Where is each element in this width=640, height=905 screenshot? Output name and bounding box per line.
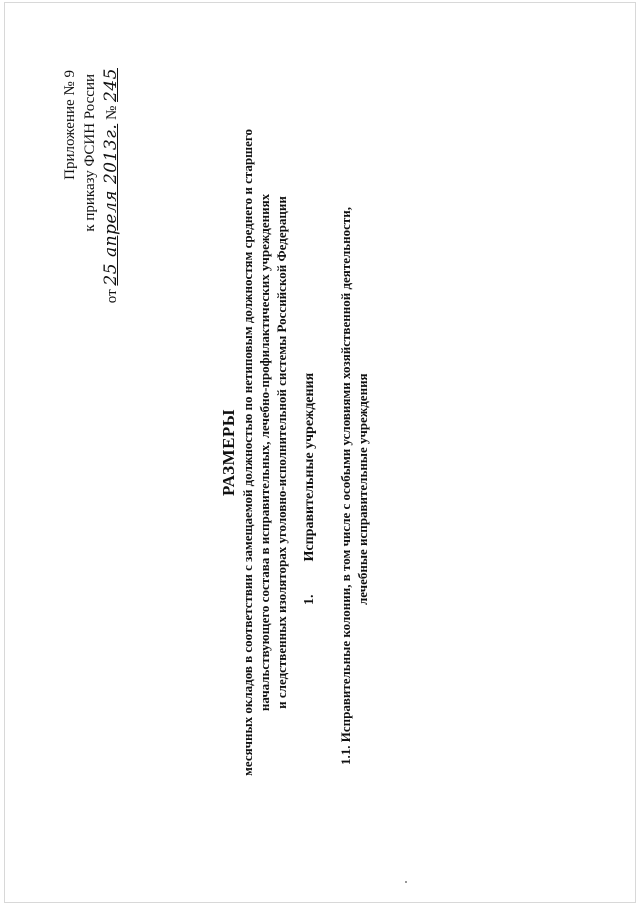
description-line: и следственных изоляторах уголовно-исполнительной системы Российской Федерации xyxy=(274,196,289,709)
scan-speck xyxy=(405,881,407,883)
subsection-line: 1.1. Исправительные колонии, в том числе с особыми условиями хозяйственной деятельности, xyxy=(338,206,353,765)
appendix-date-line xyxy=(101,68,121,303)
subsection-line: лечебные исправительные учреждения xyxy=(355,373,370,605)
appendix-title: Приложение № 9 xyxy=(62,70,78,180)
date-prefix: от xyxy=(104,289,120,304)
document-title: РАЗМЕРЫ xyxy=(219,409,238,496)
section-title: Исправительные учреждения xyxy=(302,372,317,562)
section-number: 1. xyxy=(302,594,317,605)
number-label: № xyxy=(104,105,120,121)
appendix-order: к приказу ФСИН России xyxy=(82,74,98,232)
section-heading xyxy=(302,373,318,605)
description-line: начальствующего состава в исправительных, лечебно-профилактических учреждениях xyxy=(257,193,272,712)
handwritten-date: 25 апреля 2013г. xyxy=(101,123,121,286)
description-line: месячных окладов в соответствии с замещаемой должностью по нетиповым должностям среднего и старшего xyxy=(240,129,255,776)
handwritten-number: 245 xyxy=(101,68,121,102)
